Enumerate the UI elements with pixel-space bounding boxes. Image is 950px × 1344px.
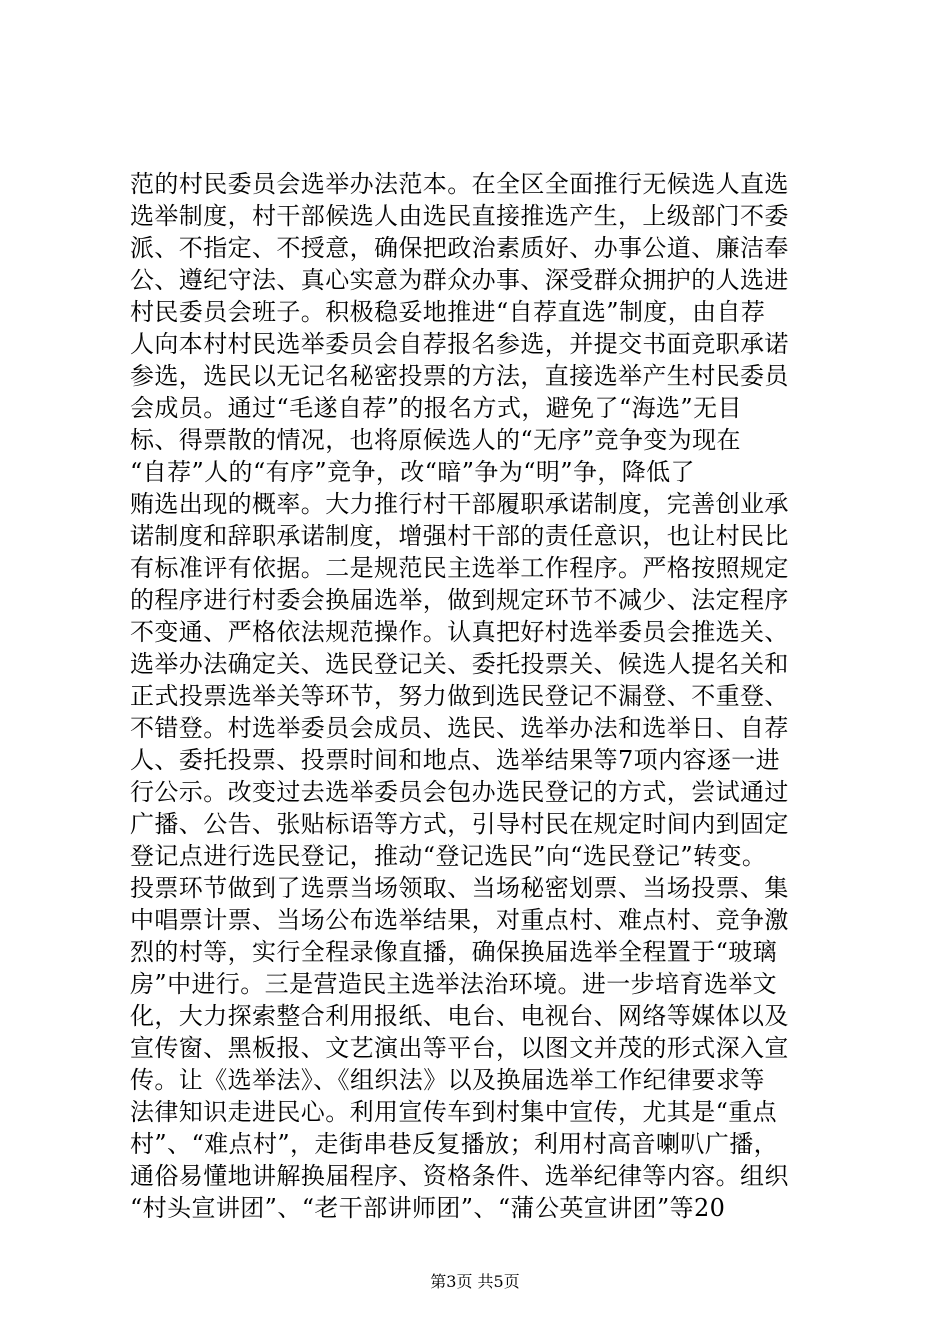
text-line: 标、得票散的情况，也将原候选人的“无序”竞争变为现在 xyxy=(130,426,741,454)
text-line: 法律知识走进民心。利用宣传车到村集中宣传，尤其是“重点 xyxy=(130,1098,778,1126)
text-line: 贿选出现的概率。大力推行村干部履职承诺制度，完善创业承 xyxy=(130,490,789,518)
text-line: 宣传窗、黑板报、文艺演出等平台，以图文并茂的形式深入宣 xyxy=(130,1034,789,1062)
text-line: 广播、公告、张贴标语等方式，引导村民在规定时间内到固定 xyxy=(130,810,789,838)
text-line: 不错登。村选举委员会成员、选民、选举办法和选举日、自荐 xyxy=(130,714,789,742)
text-line: “自荐”人的“有序”竞争，改“暗”争为“明”争，降低了 xyxy=(130,458,695,486)
text-line: 不变通、严格依法规范操作。认真把好村选举委员会推选关、 xyxy=(130,618,789,646)
text-line: 公、遵纪守法、真心实意为群众办事、深受群众拥护的人选进 xyxy=(130,266,789,294)
text-line: 房”中进行。三是营造民主选举法治环境。进一步培育选举文 xyxy=(130,970,778,998)
text-line: 人向本村村民选举委员会自荐报名参选，并提交书面竞职承诺 xyxy=(130,330,789,358)
text-line: 诺制度和辞职承诺制度，增强村干部的责任意识，也让村民比 xyxy=(130,522,789,550)
text-line: 会成员。通过“毛遂自荐”的报名方式，避免了“海选”无目 xyxy=(130,394,742,422)
text-line: 有标准评有依据。二是规范民主选举工作程序。严格按照规定 xyxy=(130,554,789,582)
text-line: 范的村民委员会选举办法范本。在全区全面推行无候选人直选 xyxy=(130,170,789,198)
text-line: 中唱票计票、当场公布选举结果，对重点村、难点村、竞争激 xyxy=(130,906,789,934)
text-line: 村民委员会班子。积极稳妥地推进“自荐直选”制度，由自荐 xyxy=(130,298,766,326)
text-line: 化，大力探索整合利用报纸、电台、电视台、网络等媒体以及 xyxy=(130,1002,789,1030)
text-line: 派、不指定、不授意，确保把政治素质好、办事公道、廉洁奉 xyxy=(130,234,789,262)
text-line: “村头宣讲团”、“老干部讲师团”、“蒲公英宣讲团”等20 xyxy=(130,1194,726,1222)
text-line: 投票环节做到了选票当场领取、当场秘密划票、当场投票、集 xyxy=(130,874,789,902)
text-line: 村”、“难点村”，走街串巷反复播放；利用村高音喇叭广播， xyxy=(130,1130,779,1158)
text-line: 烈的村等，实行全程录像直播，确保换届选举全程置于“玻璃 xyxy=(130,938,778,966)
text-line: 人、委托投票、投票时间和地点、选举结果等7项内容逐一进 xyxy=(130,746,781,774)
body-text xyxy=(130,168,830,1224)
text-line: 传。让《选举法》、《组织法》以及换届选举工作纪律要求等 xyxy=(130,1066,765,1094)
text-line: 选举制度，村干部候选人由选民直接推选产生，上级部门不委 xyxy=(130,202,789,230)
text-line: 登记点进行选民登记，推动“登记选民”向“选民登记”转变。 xyxy=(130,842,767,870)
text-line: 的程序进行村委会换届选举，做到规定环节不减少、法定程序 xyxy=(130,586,789,614)
text-line: 选举办法确定关、选民登记关、委托投票关、候选人提名关和 xyxy=(130,650,789,678)
text-line: 正式投票选举关等环节，努力做到选民登记不漏登、不重登、 xyxy=(130,682,789,710)
text-line: 参选，选民以无记名秘密投票的方法，直接选举产生村民委员 xyxy=(130,362,789,390)
text-line: 行公示。改变过去选举委员会包办选民登记的方式，尝试通过 xyxy=(130,778,789,806)
text-line: 通俗易懂地讲解换届程序、资格条件、选举纪律等内容。组织 xyxy=(130,1162,789,1190)
page-footer: 第3页 共5页 xyxy=(430,1272,520,1291)
